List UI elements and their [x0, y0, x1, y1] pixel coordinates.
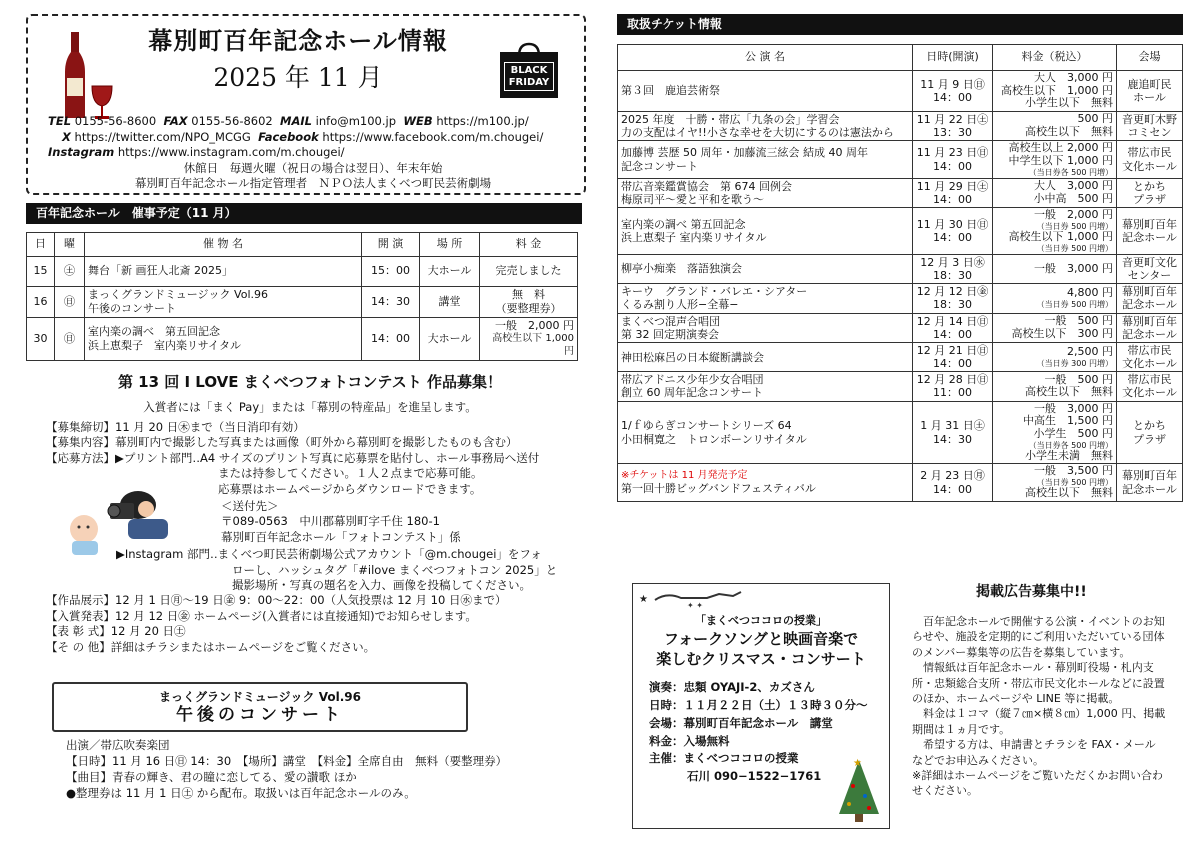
contest-body: 【募集締切】11 月 20 日㊍まで（当日消印有効） 【募集内容】幕別町内で撮影した写真または画像（町外から幕別町を撮影したものも含む） 【応募方法】▶プリント部門‥A4 サイズのプリント写真に応募票を貼付し、ホール事務局へ送付 または持参してください。１人２点まで応募可能。 応募票はホームページからダウンロードできます。 ＜送付先＞ 〒089-0563 中川郡幕別町字千住 180-1 幕別町百年記念ホール「フォトコンテスト」係 ▶Instagram 部門‥まくべつ町民芸術劇場公式アカウント「@m.chougei」をフォ ローし、ハッシュタグ「#ilove まくべつフォトコン 2025」と 撮影場所・写真の題名を入力、画像を投稿してください。 【作品展示】12 月 1 日㊊〜19 日㊎ 9：00〜22：00（人気投票は 12 月 10 日㊌まで） 【入賞発表】12 月 12 日㊎ ホームページ(入賞者には直接通知)でお知らせします。 【表 彰 式】12 月 20 日㊏ 【そ の 他】詳細はチラシまたはホームページをご覧ください。: [46, 420, 558, 654]
wine-bottle-icon: [62, 28, 114, 122]
svg-text:✦ ✦: ✦ ✦: [687, 601, 703, 610]
mail-value[interactable]: info@m100.jp: [315, 114, 397, 128]
table-row: 神田松麻呂の日本縦断講談会 12 月 21 日㊐ 14：00 2,500 円 （当日券 300 円増） 帯広市民 文化ホール: [618, 342, 1183, 371]
tcol-venue: 会場: [1117, 45, 1183, 71]
col-dow: 曜: [55, 233, 85, 257]
black-friday-icon: [500, 52, 558, 102]
svg-text:★: ★: [639, 594, 648, 605]
x-label: X: [62, 129, 71, 144]
tickets-table: [617, 44, 1183, 502]
web-label: WEB: [403, 114, 433, 128]
col-name: 催 物 名: [85, 233, 362, 257]
christmas-tree-icon: [833, 756, 885, 826]
table-row: 30 ㊐ 室内楽の調べ 第五回記念 浜上恵梨子 室内楽リサイタル 14：00 大ホール 一般 2,000 円 高校生以下 1,000 円: [27, 318, 578, 361]
ad-body: 百年記念ホールで開催する公演・イベントのお知らせや、施設を定期的にご利用いただいている団体のメンバー募集等の広告を募集しています。 情報紙は百年記念ホール・幕別町役場・札内支所・忠類総合支所・帯広市民文化ホールなどに設置のほか、ホームページや LINE 等に掲載。 料金は１コマ（縦７㎝×横８㎝）1,000 円、掲載期間は１ヵ月です。 希望する方は、申請書とチラシを FAX・メールなどでお申込みください。 ※詳細はホームページをご覧いただくかお問い合わせください。: [912, 615, 1166, 798]
col-fee: 料 金: [480, 233, 578, 257]
table-row: 15 ㊏ 舞台「新 画狂人北斎 2025」 15：00 大ホール 完売しました: [27, 257, 578, 287]
table-row: 2025 年度 十勝・帯広「九条の会」学習会 力の支配はイヤ!!小さな幸せを大切にするのは憲法から 11 月 22 日㊏ 13：30 500 円 高校生以下 無料 音更町木野 コミセン: [618, 111, 1183, 140]
badge-line-2: FRIDAY: [508, 76, 550, 88]
table-row: 帯広アドニス少年少女合唱団 創立 60 周年記念コンサート 12 月 28 日㊐ 11：00 一般 500 円 高校生以下 無料 帯広市民 文化ホール: [618, 372, 1183, 401]
fax-value: 0155-56-8602: [191, 114, 273, 128]
tel-value: 0155-56-8600: [74, 114, 157, 128]
concert-series: まっくグランドミュージック Vol.96: [159, 690, 361, 704]
col-place: 場 所: [420, 233, 480, 257]
concert-details: 出演／帯広吹奏楽団 【日時】11 月 16 日㊐ 14：30 【場所】講堂 【料金】全席自由 無料（要整理券） 【曲目】青春の輝き、君の瞳に恋してる、愛の讃歌 ほか ●整理券は 11 月 1 日㊏ から配布。取扱いは百年記念ホールのみ。: [66, 738, 508, 800]
facebook-link[interactable]: https://www.facebook.com/m.chougei/: [322, 129, 544, 144]
fax-label: FAX: [163, 114, 188, 128]
tcol-fee: 料金（税込）: [993, 45, 1117, 71]
table-row: 1/ｆゆらぎコンサートシリーズ 64 小田桐寛之 トロンボーンリサイタル 1 月 31 日㊏ 14：30 一般 3,000 円 中高生 1,500 円 小学生 500 円 （当日券各 500 円増） 小学生未満 無料 とかち プラザ: [618, 401, 1183, 464]
contact-block: [48, 114, 578, 192]
photographer-illustration: [54, 477, 174, 557]
instagram-link[interactable]: https://www.instagram.com/m.chougei/: [117, 145, 345, 160]
tel-label: TEL: [48, 114, 72, 128]
col-time: 開 演: [362, 233, 420, 257]
contest-intro: 入賞者には「まく Pay」または「幕別の特産品」を進呈します。: [143, 400, 477, 414]
tickets-heading: 取扱チケット情報: [617, 14, 1183, 35]
table-row: 加藤博 芸歴 50 周年・加藤流三絃会 結成 40 周年 記念コンサート 11 月 23 日㊐ 14：00 高校生以上 2,000 円 中学生以下 1,000 円 （当日券各 500 円増） 帯広市民 文化ホール: [618, 141, 1183, 178]
table-row: 柳亭小痴楽 落語独演会 12 月 3 日㊌ 18：30 一般 3,000 円 音更町文化 センター: [618, 254, 1183, 283]
tcol-date: 日時(開演): [913, 45, 993, 71]
xmas-box: [632, 583, 890, 829]
xmas-title-2: 楽しむクリスマス・コンサート: [656, 649, 866, 668]
web-link[interactable]: https://m100.jp/: [436, 114, 529, 128]
header-box: [26, 14, 586, 195]
manager-line: 幕別町百年記念ホール指定管理者 ＮＰＯ法人まくべつ町民芸術劇場: [134, 176, 492, 191]
table-row: 室内楽の調べ 第五回記念 浜上恵梨子 室内楽リサイタル 11 月 30 日㊐ 14：00 一般 2,000 円 （当日券 500 円増） 高校生以下 1,000 円 （当日券 500 円増） 幕別町百年 記念ホール: [618, 208, 1183, 255]
svg-text:★: ★: [853, 758, 862, 769]
closed-days: 休館日 毎週火曜（祝日の場合は翌日）、年末年始: [183, 160, 443, 175]
xmas-series: 「まくべつココロの授業」: [695, 614, 827, 627]
facebook-label: Facebook: [258, 129, 319, 144]
table-row: 第３回 鹿追芸術祭 11 月 9 日㊐ 14：00 大人 3,000 円 高校生以下 1,000 円 小学生以下 無料 鹿追町民 ホール: [618, 71, 1183, 112]
mail-label: MAIL: [280, 114, 312, 128]
table-row: ※チケットは 11 月発売予定 第一回十勝ビッグバンドフェスティバル 2 月 23 日㊊ 14：00 一般 3,500 円 （当日券 500 円増） 高校生以下 無料 幕別町百年 記念ホール: [618, 464, 1183, 501]
concert-title: 午後のコンサート: [176, 705, 344, 726]
table-row: 16 ㊐ まっくグランドミュージック Vol.96 午後のコンサート 14：30 講堂 無 料 （要整理券）: [27, 287, 578, 318]
xmas-details: 演奏：忠類 OYAJI-2、カズさん 日時：１１月２２日（土）１３時３０分〜 会場：幕別町百年記念ホール 講堂 料金：入場無料 主催：まくべつココロの授業 石川 090−1522−1761: [649, 680, 868, 784]
issue-month: 2025 年 11 月: [213, 63, 383, 92]
table-row: 帯広音楽鑑賞協会 第 674 回例会 梅原司平〜愛と平和を歌う〜 11 月 29 日㊏ 14：00 大人 3,000 円 小中高 500 円 とかち プラザ: [618, 178, 1183, 207]
concert-box: [52, 682, 468, 732]
table-row: キーウ グランド・バレエ・シアター くるみ割り人形−全幕− 12 月 12 日㊎ 18：30 4,800 円 （当日券 500 円増） 幕別町百年 記念ホール: [618, 284, 1183, 313]
table-row: まくべつ混声合唱団 第 32 回定期演奏会 12 月 14 日㊐ 14：00 一般 500 円 高校生以下 300 円 幕別町百年 記念ホール: [618, 313, 1183, 342]
sleigh-icon: [637, 588, 747, 610]
x-link[interactable]: https://twitter.com/NPO_MCGG: [74, 129, 251, 144]
xmas-title-1: フォークソングと映画音楽で: [663, 630, 859, 649]
ad-title: 掲載広告募集中!!: [976, 584, 1087, 600]
tcol-name: 公 演 名: [618, 45, 913, 71]
events-heading: 百年記念ホール 催事予定（11 月）: [26, 203, 582, 224]
contest-title: 第 13 回 I LOVE まくべつフォトコンテスト 作品募集！: [117, 373, 503, 391]
page-title: 幕別町百年記念ホール情報: [148, 26, 448, 55]
badge-line-1: BLACK: [510, 65, 548, 76]
col-day: 日: [27, 233, 55, 257]
instagram-label: Instagram: [48, 145, 115, 160]
events-table: [26, 232, 578, 361]
